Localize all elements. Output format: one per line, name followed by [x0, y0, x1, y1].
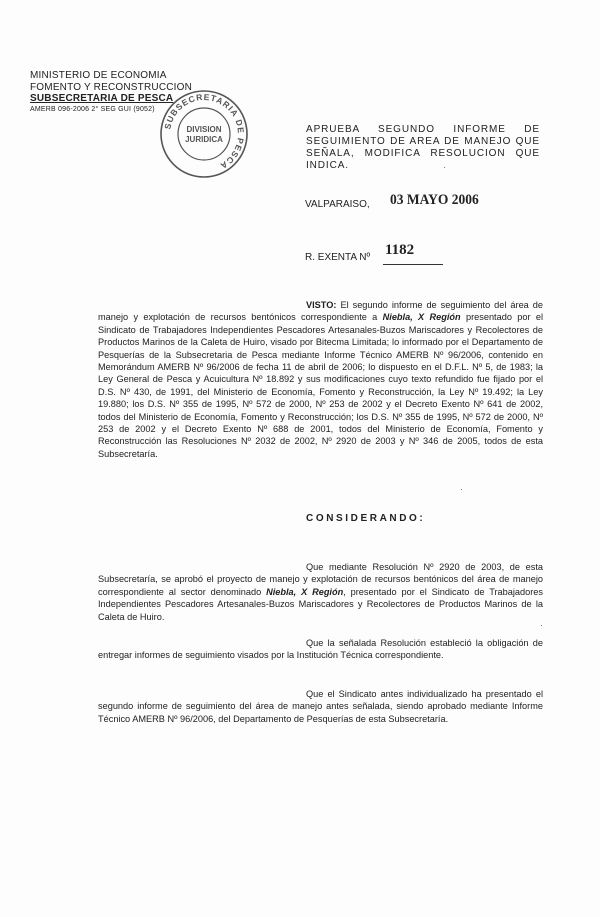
handwritten-date: 03 MAYO 2006	[390, 192, 479, 208]
resolution-summary: APRUEBA SEGUNDO INFORME DE SEGUIMIENTO DE AREA DE MANEJO QUE SEÑALA, MODIFICA RESOLUCION QUE INDICA.	[306, 124, 540, 171]
visto-sector: Niebla, X Región	[382, 312, 461, 323]
p2-text: Que la señalada Resolución estableció la obligación de entregar informes de seguimiento visados por la Institución Técnica correspondiente.	[98, 638, 543, 661]
considerando-paragraph-1	[98, 561, 543, 623]
p1-text-a: Que mediante Resolución Nº 2920 de 2003, de esta Subsecretaría, se aprobó el proyecto de manejo y explotación de recursos bentónicos del área de manejo correspondiente al sector denominado	[98, 562, 543, 597]
place-date	[305, 192, 479, 210]
ministry-line-2: FOMENTO Y RECONSTRUCCION	[30, 81, 193, 93]
ministry-line-1: MINISTERIO DE ECONOMIA	[30, 70, 167, 81]
stamp-center-line-2: JURIDICA	[185, 135, 223, 144]
resolution-number	[305, 242, 415, 263]
number-underline	[383, 264, 443, 265]
place-label: VALPARAISO,	[305, 199, 370, 210]
visto-text-b: presentado por el Sindicato de Trabajadores Independientes Pescadores Artesanales-Buzos Mariscadores y Recolectores de Productos Marinos de la Caleta de Huiro, visado por Bitecma Limitada; lo informado por el Departamento de Pesquerías de la Subsecretaria de Pesca mediante Informe Técnico AMERB Nº 96/2006, contenido en Memorándum AMERB Nº 96/2006 de fecha 11 de abril de 2006; lo dispuesto en el D.F.L. Nº 5, de 1983; la Ley General de Pesca y Acuicultura Nº 18.892 y sus modificaciones cuyo texto refundido fue fijado por el D.S. Nº 430, de 1991, del Ministerio de Economía, Fomento y Reconstrucción, la Ley Nº 19.492; la Ley 19.880; los D.S. Nº 355 de 1995, Nº 572 de 2000, Nº 253 de 2002 y el Decreto Exento Nº 641 de 2002, todos del Ministerio de Economía, Fomento y Reconstrucción; los D.S. Nº 355 de 1995, Nº 572 de 2000, Nº 253 de 2002 y el Decreto Exento Nº 688 de 2001, todos del Ministerio de Economía, Fomento y Reconstrucción las Resoluciones Nº 2032 de 2002, Nº 2920 de 2003 y Nº 346 de 2005, todos de esta Subsecretaría.	[98, 312, 543, 459]
considerando-paragraph-2	[98, 637, 543, 662]
scan-speck: ·	[460, 484, 463, 494]
p1-sector: Niebla, X Región	[266, 586, 344, 597]
visto-label: VISTO:	[306, 300, 337, 310]
stamp-center-line-1: DIVISION	[186, 125, 222, 134]
division-juridica-stamp	[158, 88, 250, 180]
considerando-heading: CONSIDERANDO:	[306, 513, 426, 524]
subsecretaria-line: SUBSECRETARIA DE PESCA	[30, 93, 174, 104]
visto-paragraph	[98, 299, 543, 460]
reference-code: AMERB 096-2006 2° SEG GUI (9052)	[30, 105, 155, 113]
stamp-ring-text: SUBSECRETARIA DE PESCA	[162, 91, 247, 172]
scan-speck: ·	[443, 162, 446, 172]
resolution-label: R. EXENTA Nº	[305, 252, 371, 263]
visto-text-a: El segundo informe de seguimiento del área de manejo y explotación de recursos bentónicos correspondiente a	[98, 300, 543, 323]
resolution-number-value: 1182	[385, 242, 415, 258]
p3-text: Que el Sindicato antes individualizado ha presentado el segundo informe de seguimiento del área de manejo antes señalada, siendo aprobado mediante Informe Técnico AMERB Nº 96/2006, del Departamento de Pesquerías de esta Subsecretaría.	[98, 689, 543, 724]
scan-speck: ·	[540, 620, 543, 630]
considerando-paragraph-3	[98, 688, 543, 725]
p1-text-b: , presentado por el Sindicato de Trabajadores Independientes Pescadores Artesanales-Buzos Mariscadores y Recolectores de Productos Marinos de la Caleta de Huiro.	[98, 586, 543, 622]
